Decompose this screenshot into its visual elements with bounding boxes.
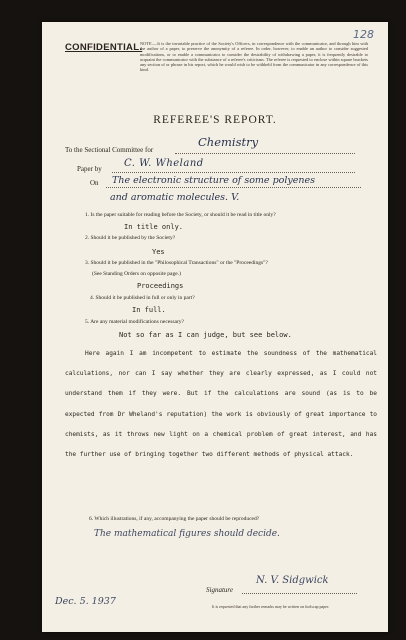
question-3-note: (See Standing Orders on opposite page.) [92,271,181,277]
answer-1: In title only. [124,223,184,231]
committee-value: Chemistry [198,135,259,149]
confidentiality-note: NOTE.—It is the invariable practice of the Society's Officers, in correspondence with the communicator, and through him with the author of a paper, to preserve the anonymity of a referee. In order, however, to enable an author to consider suggested modifications, or to enable a communicator to consider the desirability of withdrawing a paper, it is frequently desirable to acquaint the communicator with the substance of a referee's criticisms. The referee is requested to enclose within square brackets any section of or phrase in his report, which he would wish to be withheld from the communicator in any correspondence of this kind. [140,41,368,73]
paper-title-line-2: and aromatic molecules. V. [110,192,240,203]
confidential-heading: CONFIDENTIAL. [65,42,143,53]
committee-label: To the Sectional Committee for [65,146,154,154]
answer-4: In full. [132,306,166,314]
on-label: On [90,179,99,187]
question-6: 6. Which illustrations, if any, accompanying the paper should be reproduced? [89,516,260,522]
paper-title-line-1: The electronic structure of some polyenes [112,175,316,186]
page-number: 128 [353,28,374,41]
answer-2: Yes [152,248,165,256]
signature-value: N. V. Sidgwick [256,575,329,586]
question-3: 3. Should it be published in the "Philosophical Transactions" or the "Proceedings"? [85,260,268,266]
question-2: 2. Should it be published by the Society? [85,235,176,241]
question-4: 4. Should it be published in full or only in part? [90,295,195,301]
question-5: 5. Are any material modifications necessary? [85,319,184,325]
on-line-1 [106,187,361,188]
signature-line [242,593,357,594]
committee-line [175,153,355,154]
footer-note: It is requested that any further remarks may be written on foolscap paper. [212,604,330,609]
report-body [65,344,377,465]
answer-6: The mathematical figures should decide. [94,529,280,539]
author-value: C. W. Wheland [124,158,204,169]
report-date: Dec. 5. 1937 [55,596,116,607]
signature-label: Signature [206,586,233,594]
report-form [42,22,388,632]
question-1: 1. Is the paper suitable for reading before the Society, or should it be read in title only? [85,212,276,218]
paper-by-label: Paper by [77,165,102,173]
report-paragraph: Here again I am incompetent to estimate the soundness of the mathematical calculations, nor can I say whether they are clearly expressed, as I could not understand them if they were. But if the calculations are sound (as is to be expected from Dr Wheland's reputation) the work is obviously of great importance to chemists, as it throws new light on a chemical problem of great interest, and has the further use of bringing together two different methods of physical attack. [65,350,377,459]
answer-3: Proceedings [137,282,184,290]
report-title: REFEREE'S REPORT. [153,114,277,126]
paper-by-line [112,172,355,173]
answer-5: Not so far as I can judge, but see below. [119,331,292,339]
